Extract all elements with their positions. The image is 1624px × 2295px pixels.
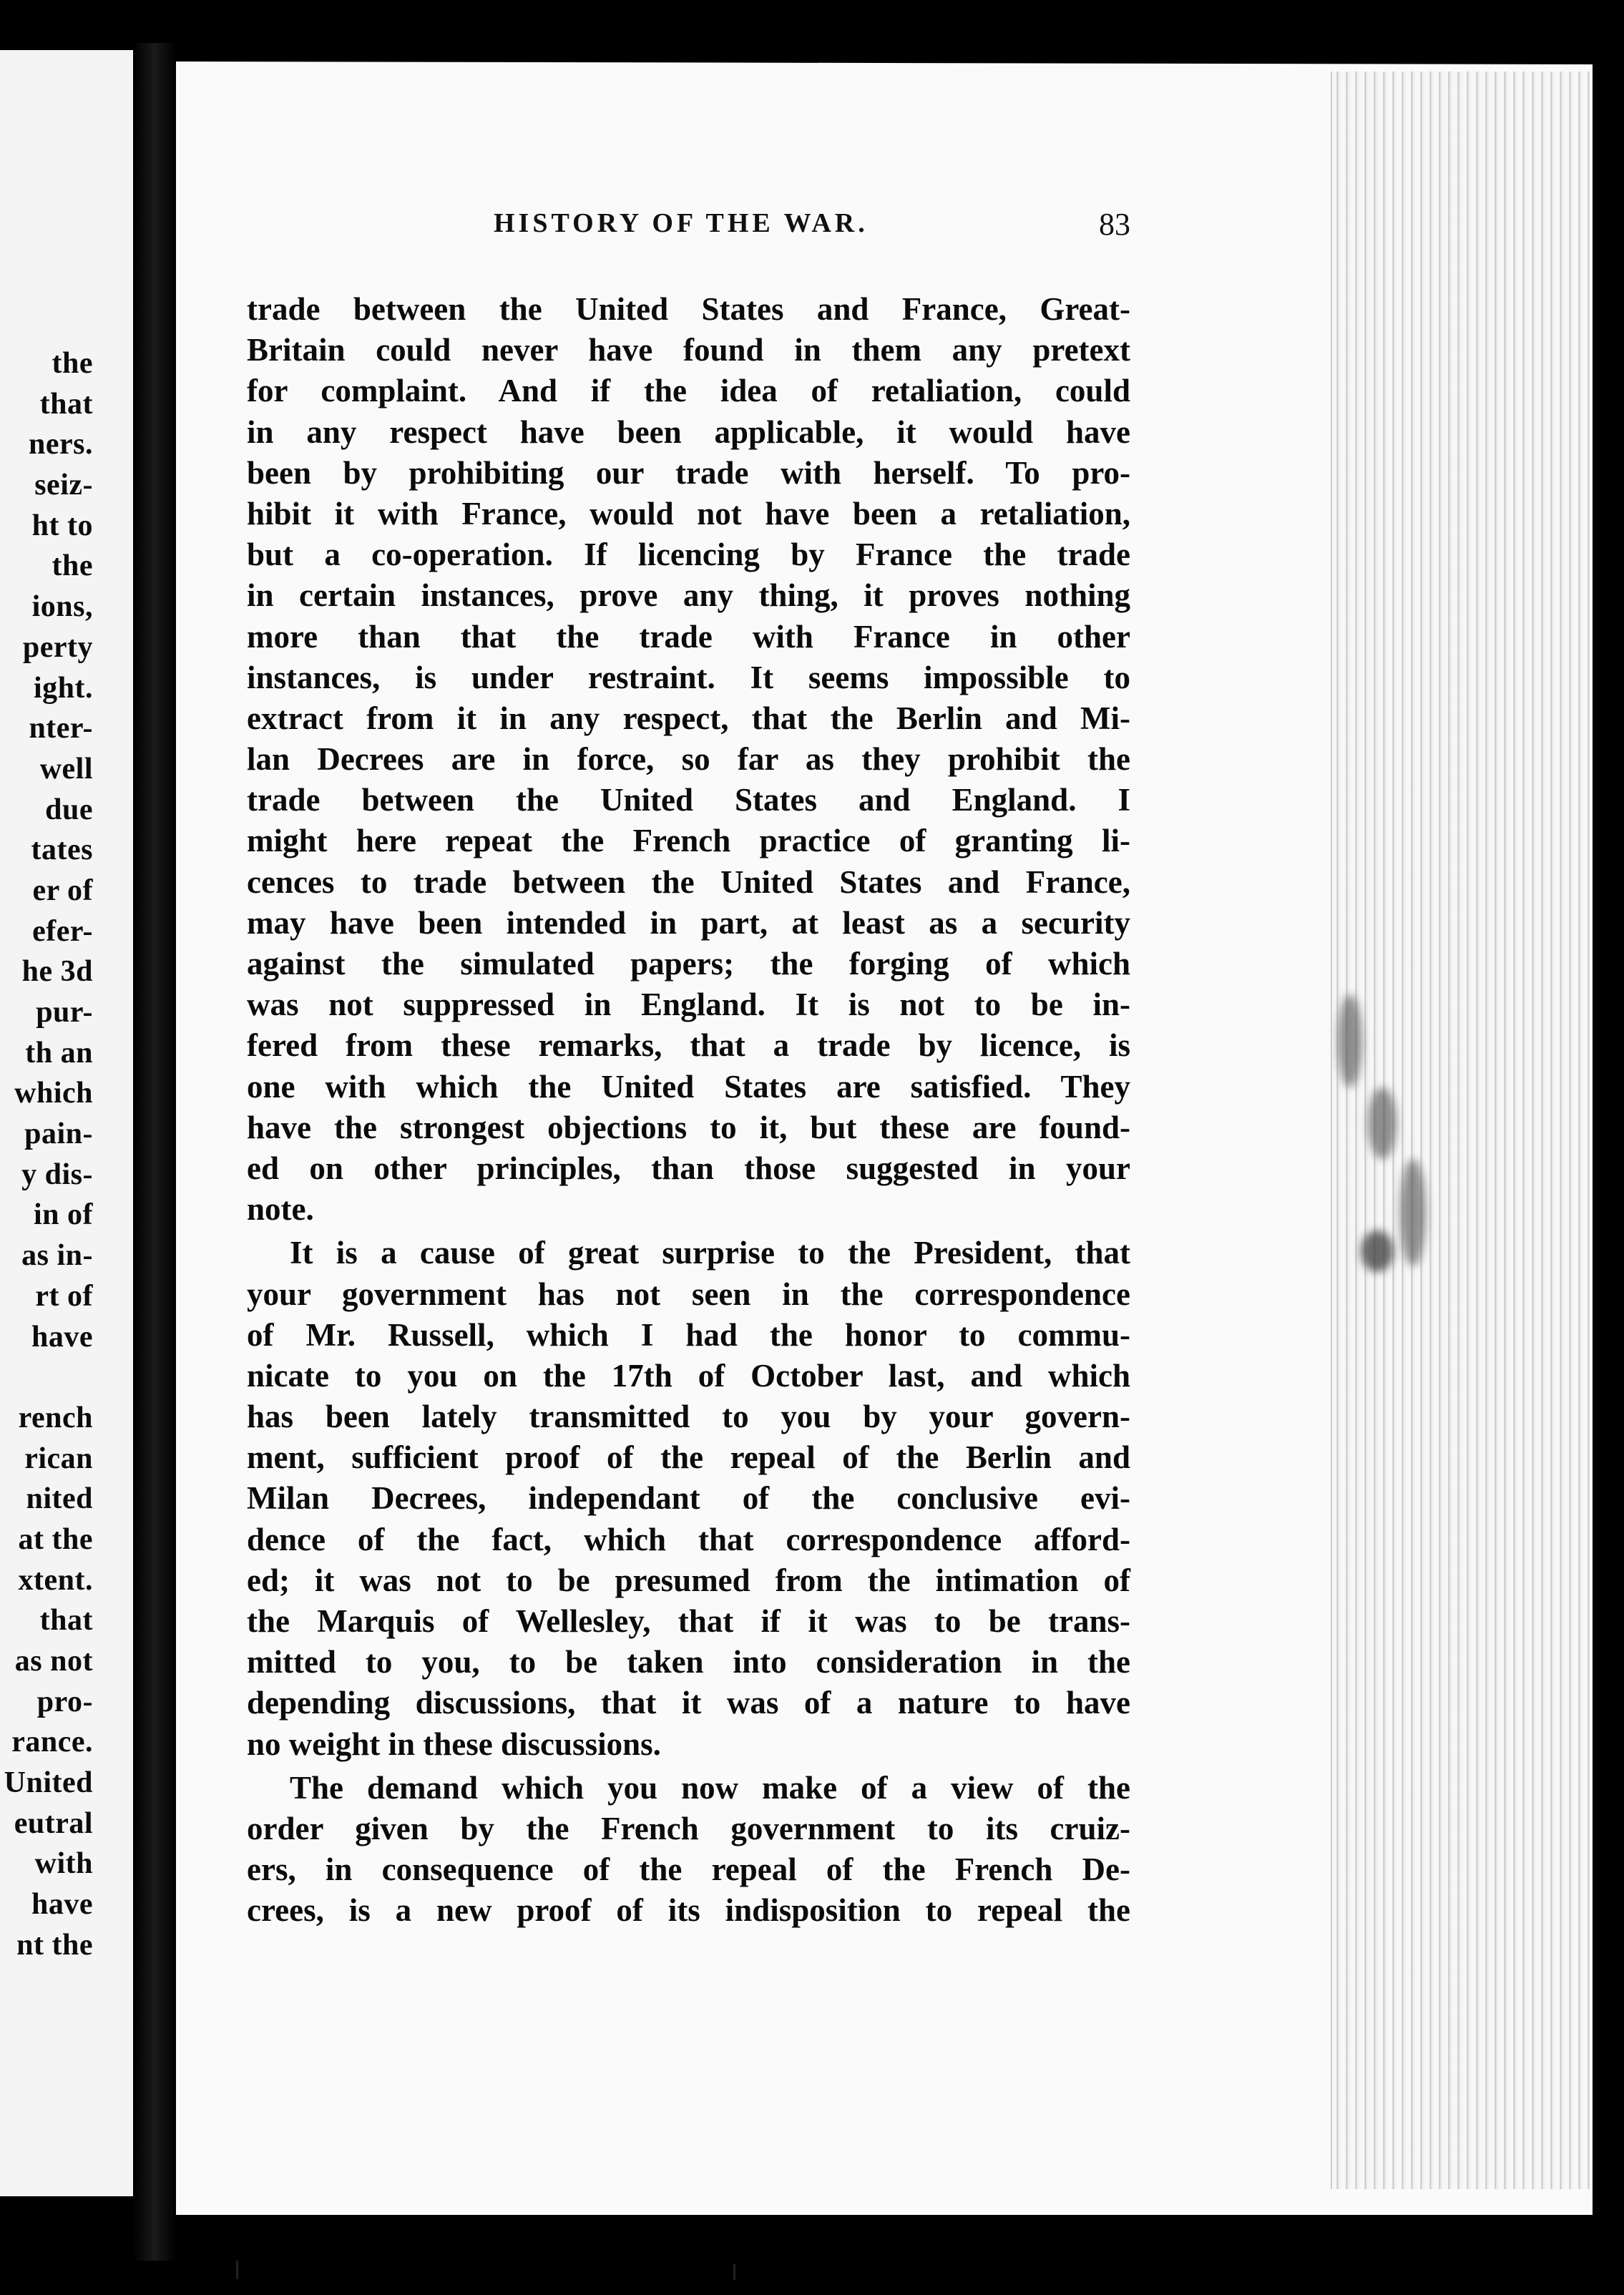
body-text [247,289,1130,1932]
ink-stain [1400,1159,1426,1266]
facing-page-line: that [39,1604,93,1638]
text-line: ed; it was not to be presumed from the intimation of [247,1562,1130,1598]
text-line: trade between the United States and England. I [247,782,1130,818]
facing-page-line: have [31,1320,93,1354]
text-line: The demand which you now make of a view of the [290,1769,1130,1806]
paragraph [247,289,1130,1230]
text-line: for complaint. And if the idea of retaliation, could [247,373,1130,409]
text-line: hibit it with France, would not have been a retaliation, [247,495,1130,532]
facing-page-line: tates [31,833,93,867]
text-line: note. [247,1191,314,1228]
text-line: has been lately transmitted to you by your govern- [247,1399,1130,1435]
text-line: extract from it in any respect, that the Berlin and Mi- [247,700,1130,736]
text-line: of Mr. Russell, which I had the honor to commu- [247,1316,1130,1353]
facing-page-line: rance. [11,1726,93,1759]
facing-page-line: ions, [31,590,93,624]
facing-page-line: pain- [24,1117,93,1151]
text-line: depending discussions, that it was of a nature to have [247,1685,1130,1721]
facing-page-line: xtent. [18,1563,93,1597]
facing-page-line: with [34,1847,93,1881]
text-line: cences to trade between the United States and France, [247,863,1130,900]
facing-page-line: at the [18,1522,93,1556]
facing-page-line: as not [14,1645,93,1678]
text-line: Milan Decrees, independant of the conclusive evi- [247,1480,1130,1517]
text-line: dence of the fact, which that correspondence afford- [247,1521,1130,1557]
facing-page-line: y dis- [21,1158,93,1191]
facing-page-line: efer- [32,914,93,948]
facing-page-line: he 3d [21,955,93,989]
facing-page-line: in of [33,1198,93,1232]
text-line: ed on other principles, than those suggested in your [247,1150,1130,1186]
text-line: might here repeat the French practice of granting li- [247,823,1130,859]
facing-page-line: rican [24,1442,93,1475]
text-line: your government has not seen in the correspondence [247,1276,1130,1312]
text-line: nicate to you on the 17th of October last, and which [247,1357,1130,1394]
facing-page-line: eutral [14,1806,93,1840]
facing-page-line: that [39,387,93,421]
facing-page-line: perty [22,630,93,664]
facing-page-line: the [52,347,93,380]
facing-page-line: United [4,1766,93,1800]
text-line: fered from these remarks, that a trade by licence, is [247,1027,1130,1064]
text-line: was not suppressed in England. It is not to be in- [247,987,1130,1023]
text-line: been by prohibiting our trade with herself. To pro- [247,454,1130,491]
facing-page-line: rench [18,1401,93,1434]
facing-page-line: which [14,1077,93,1110]
print-speck [236,2261,238,2279]
text-line: against the simulated papers; the forging of which [247,946,1130,982]
paragraph [247,1233,1130,1764]
facing-page-line: ight. [33,671,93,705]
text-line: one with which the United States are satisfied. They [247,1068,1130,1105]
text-line: instances, is under restraint. It seems impossible to [247,659,1130,695]
ink-stain [1338,994,1362,1087]
text-line: may have been intended in part, at least as a security [247,904,1130,941]
running-head: HISTORY OF THE WAR. [494,208,869,238]
ink-stain [1368,1087,1396,1159]
facing-page-line: as in- [21,1239,93,1273]
text-line: in any respect have been applicable, it would have [247,414,1130,450]
text-line: have the strongest objections to it, but these are found- [247,1109,1130,1145]
facing-page-line: have [31,1888,93,1922]
facing-page-line: th an [25,1036,93,1070]
facing-page-line: due [45,793,93,826]
facing-page-line: the [52,549,93,583]
text-line: Britain could never have found in them any pretext [247,332,1130,368]
facing-page-text [0,343,133,1966]
text-line: in certain instances, prove any thing, it proves nothing [247,577,1130,614]
paragraph [247,1768,1130,1932]
book-gutter [133,43,176,2261]
page-fore-edge [1331,72,1590,2189]
facing-page-line: pur- [36,996,93,1029]
facing-page-line: pro- [36,1685,93,1718]
facing-page-line: nited [26,1482,93,1516]
text-line: ment, sufficient proof of the repeal of the Berlin and [247,1439,1130,1476]
print-speck [733,2264,735,2280]
facing-page-line: ht to [31,509,93,542]
text-line: trade between the United States and France, Great- [247,291,1130,327]
text-line: It is a cause of great surprise to the President, that [290,1235,1130,1271]
page-number: 83 [1099,207,1130,242]
facing-page-line [0,1357,133,1398]
facing-page-line: ners. [29,428,93,461]
text-line: mitted to you, to be taken into consideration in the [247,1644,1130,1680]
text-line: the Marquis of Wellesley, that if it was to be trans- [247,1603,1130,1639]
facing-page [0,50,135,2196]
facing-page-line: seiz- [34,469,93,502]
text-line: but a co-operation. If licencing by France the trade [247,537,1130,573]
text-line: crees, is a new proof of its indisposition to repeal the [247,1892,1130,1929]
text-line: no weight in these discussions. [247,1726,661,1762]
facing-page-line: nter- [29,712,93,745]
facing-page-line: well [39,752,93,786]
text-line: lan Decrees are in force, so far as they prohibit the [247,741,1130,778]
facing-page-line: rt of [35,1279,93,1313]
facing-page-line: nt the [16,1928,93,1962]
text-line: more than that the trade with France in other [247,618,1130,655]
facing-page-line: er of [32,874,93,907]
text-line: ers, in consequence of the repeal of the French De- [247,1851,1130,1888]
text-line: order given by the French government to its cruiz- [247,1810,1130,1846]
ink-stain [1361,1230,1394,1272]
